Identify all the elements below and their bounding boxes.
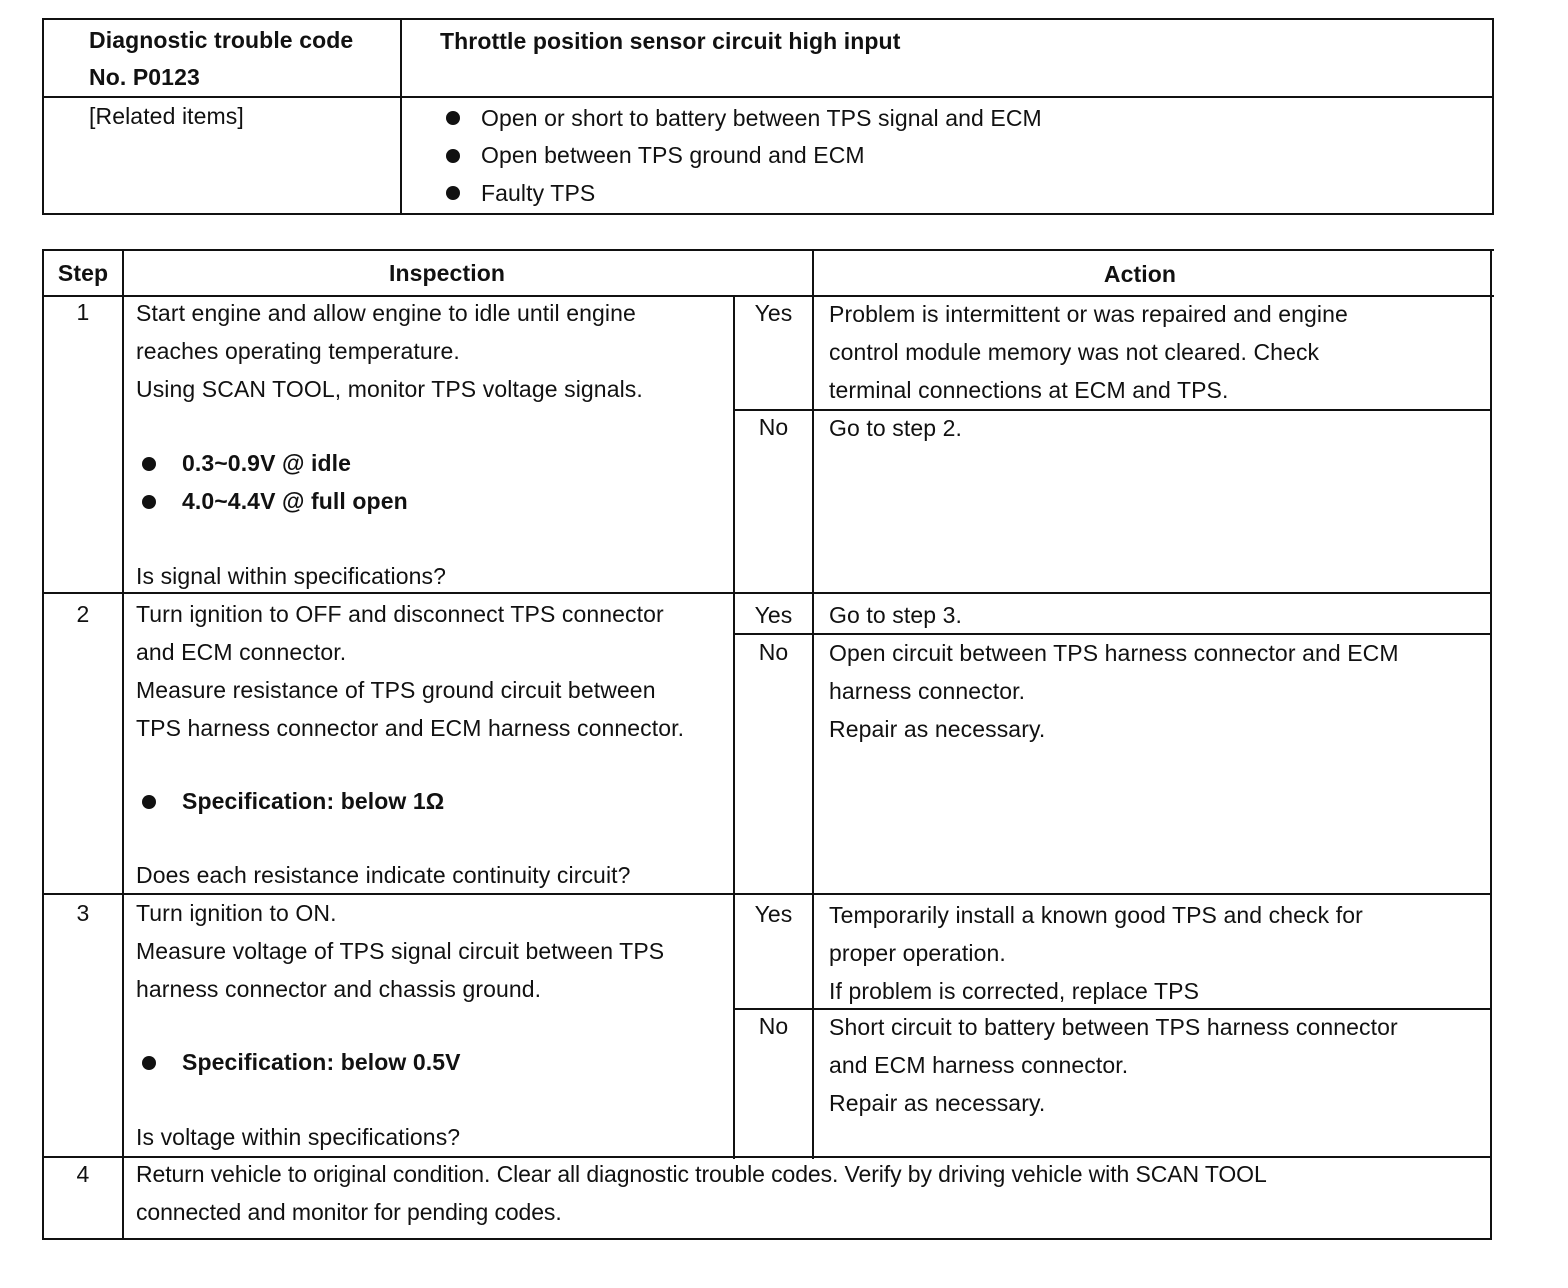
bullet-icon: [446, 111, 460, 125]
step-column-divider: [122, 249, 124, 1240]
bullet-icon: [142, 1056, 156, 1070]
no-label: No: [758, 639, 789, 665]
step-number: 4: [76, 1161, 90, 1187]
no-label: No: [758, 414, 789, 440]
column-header-action: Action: [1103, 261, 1177, 287]
action-column-divider: [812, 249, 814, 1159]
table-border-bottom: [42, 1238, 1492, 1240]
dtc-title: Throttle position sensor circuit high input: [440, 28, 901, 54]
spec-item: Specification: below 0.5V: [182, 1049, 461, 1075]
header-border-mid: [42, 96, 1494, 98]
yes-action: Temporarily install a known good TPS and check for proper operation. If problem is corrected, replace TPS: [829, 902, 1363, 1004]
inspection-question: Does each resistance indicate continuity circuit?: [136, 862, 631, 888]
yes-action: Problem is intermittent or was repaired and engine control module memory was not cleared. Check terminal connections at ECM and TPS.: [829, 301, 1348, 403]
spec-item: 0.3~0.9V @ idle: [182, 450, 352, 476]
step-number: 2: [76, 601, 90, 627]
header-border-divider: [400, 18, 402, 215]
related-item: Open between TPS ground and ECM: [481, 142, 865, 168]
table-border-right: [1490, 249, 1492, 1240]
spec-item: Specification: below 1Ω: [182, 788, 445, 814]
dtc-code-label: Diagnostic trouble code: [89, 27, 354, 53]
column-header-step: Step: [57, 260, 109, 286]
related-item: Faulty TPS: [481, 180, 596, 206]
table-border-top: [42, 249, 1494, 251]
dtc-code-number: No. P0123: [89, 64, 200, 90]
yes-label: Yes: [754, 901, 793, 927]
yes-action: Go to step 3.: [829, 602, 962, 628]
inspection-text: Return vehicle to original condition. Clear all diagnostic trouble codes. Verify by driving vehicle with SCAN TOOL connected and monitor for pending codes.: [136, 1161, 1267, 1225]
related-items-label: [Related items]: [89, 103, 244, 129]
no-action: Go to step 2.: [829, 415, 962, 441]
column-header-inspection: Inspection: [388, 260, 505, 286]
bullet-icon: [142, 795, 156, 809]
bullet-icon: [142, 457, 156, 471]
step-number: 3: [76, 900, 90, 926]
header-border-right: [1492, 18, 1494, 215]
no-label: No: [758, 1013, 789, 1039]
yes-label: Yes: [754, 602, 793, 628]
inspection-text: Turn ignition to ON. Measure voltage of TPS signal circuit between TPS harness connector and chassis ground.: [136, 900, 665, 1002]
header-border-top: [42, 18, 1494, 20]
related-item: Open or short to battery between TPS signal and ECM: [481, 105, 1042, 131]
bullet-icon: [446, 149, 460, 163]
inspection-text: Turn ignition to OFF and disconnect TPS connector and ECM connector. Measure resistance of TPS ground circuit between TPS harness connector and ECM harness connector.: [136, 601, 685, 741]
no-action: Open circuit between TPS harness connector and ECM harness connector. Repair as necessary.: [829, 640, 1399, 742]
inspection-question: Is signal within specifications?: [136, 563, 447, 589]
bullet-icon: [142, 495, 156, 509]
header-border-left: [42, 18, 44, 215]
no-action: Short circuit to battery between TPS harness connector and ECM harness connector. Repair as necessary.: [829, 1014, 1398, 1116]
inspection-text: Start engine and allow engine to idle until engine reaches operating temperature. Using SCAN TOOL, monitor TPS voltage signals.: [136, 300, 643, 402]
inspection-question: Is voltage within specifications?: [136, 1124, 461, 1150]
yes-label: Yes: [754, 300, 793, 326]
bullet-icon: [446, 186, 460, 200]
header-border-bottom: [42, 213, 1494, 215]
table-border-left: [42, 249, 44, 1240]
spec-item: 4.0~4.4V @ full open: [182, 488, 408, 514]
step-number: 1: [76, 299, 90, 325]
